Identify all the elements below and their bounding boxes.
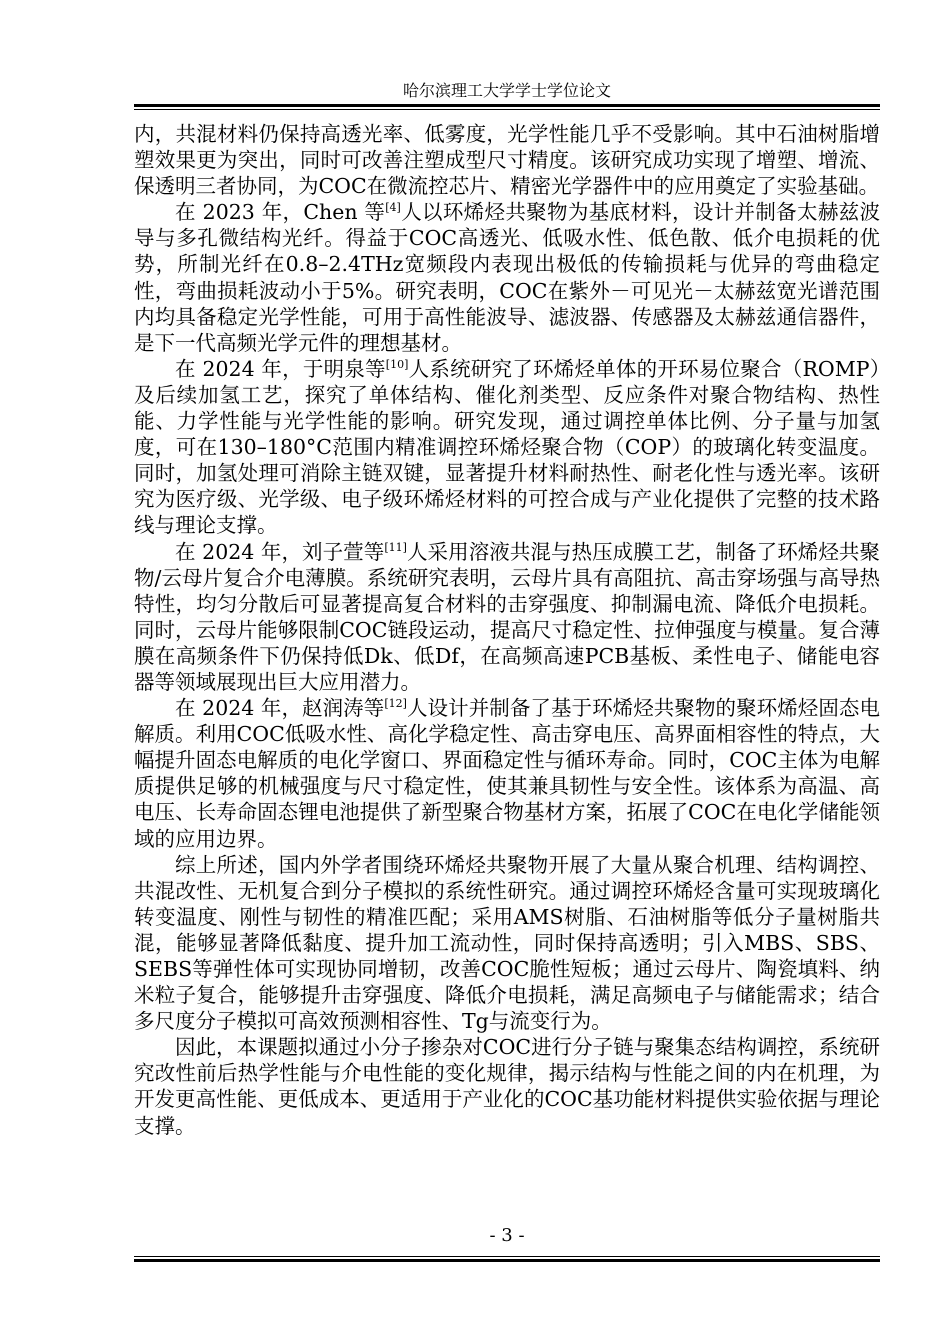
paragraph-lead: 在 2024 年，于明泉等 <box>175 356 386 381</box>
paragraph-body: 人设计并制备了基于环烯烃共聚物的聚环烯烃固态电解质。利用COC低吸水性、高化学稳定性、高击穿电压、高界面相容性的特点，大幅提升固态电解质的电化学窗口、界面稳定性与循环寿命。同时，COC主体为电解质提供足够的机械强度与尺寸稳定性，使其兼具韧性与安全性。该体系为高温、高电压、长寿命固态锂电池提供了新型聚合物基材方案，拓展了COC在电化学储能领域的应用边界。 <box>134 696 880 851</box>
page-header <box>134 78 880 104</box>
footer-rule-thick <box>134 1259 880 1262</box>
header-rule-thick <box>134 104 880 107</box>
footer-rule-thin <box>134 1256 880 1257</box>
paragraph-summary: 综上所述，国内外学者围绕环烯烃共聚物开展了大量从聚合机理、结构调控、共混改性、无机复合到分子模拟的系统性研究。通过调控环烯烃含量可实现玻璃化转变温度、刚性与韧性的精准匹配；采用AMS树脂、石油树脂等低分子量树脂共混，能够显著降低黏度、提升加工流动性，同时保持高透明；引入MBS、SBS、SEBS等弹性体可实现协同增韧，改善COC脆性短板；通过云母片、陶瓷填料、纳米粒子复合，能够提升击穿强度、降低介电损耗，满足高频电子与储能需求；结合多尺度分子模拟可高效预测相容性、Tg与流变行为。 <box>134 852 880 1034</box>
paragraph-continuation: 内，共混材料仍保持高透光率、低雾度，光学性能几乎不受影响。其中石油树脂增塑效果更为突出，同时可改善注塑成型尺寸精度。该研究成功实现了增塑、增流、保透明三者协同，为COC在微流控芯片、精密光学器件中的应用奠定了实验基础。 <box>134 122 880 199</box>
body-text <box>134 121 880 1139</box>
paragraph-chen-2023 <box>134 199 880 356</box>
paragraph-body: 人系统研究了环烯烃单体的开环易位聚合（ROMP）及后续加氢工艺，探究了单体结构、催化剂类型、反应条件对聚合物结构、热性能、力学性能与光学性能的影响。研究发现，通过调控单体比例、分子量与加氢度，可在130–180°C范围内精准调控环烯烃聚合物（COP）的玻璃化转变温度。同时，加氢处理可消除主链双键，显著提升材料耐热性、耐老化性与透光率。该研究为医疗级、光学级、电子级环烯烃材料的可控合成与产业化提供了完整的技术路线与理论支撑。 <box>134 356 880 538</box>
header-rule-thin <box>134 109 880 110</box>
paragraph-yu-2024 <box>134 356 880 539</box>
header-title: 哈尔滨理工大学学士学位论文 <box>402 81 611 100</box>
citation-ref: [11] <box>384 540 407 554</box>
paragraph-conclusion: 因此，本课题拟通过小分子掺杂对COC进行分子链与聚集态结构调控，系统研究改性前后热学性能与介电性能的变化规律，揭示结构与性能之间的内在机理，为开发更高性能、更低成本、更适用于产业化的COC基功能材料提供实验依据与理论支撑。 <box>134 1035 880 1138</box>
paragraph-body: 人以环烯烃共聚物为基底材料，设计并制备太赫兹波导与多孔微结构光纤。得益于COC高透光、低吸水性、低色散、低介电损耗的优势，所制光纤在0.8–2.4THz宽频段内表现出极低的传输损耗与优异的弯曲稳定性，弯曲损耗波动小于5%。研究表明，COC在紫外－可见光－太赫兹宽光谱范围内均具备稳定光学性能，可用于高性能波导、滤波器、传感器及太赫兹通信器件，是下一代高频光学元件的理想基材。 <box>134 200 880 355</box>
page-number: - 3 - <box>489 1225 525 1246</box>
paragraph-lead: 在 2024 年，刘子萱等 <box>175 539 385 564</box>
citation-ref: [10] <box>385 357 409 371</box>
paragraph-liu-2024 <box>134 539 880 696</box>
paragraph-body: 人采用溶液共混与热压成膜工艺，制备了环烯烃共聚物/云母片复合介电薄膜。系统研究表明，云母片具有高阻抗、高击穿场强与高导热特性，均匀分散后可显著提高复合材料的击穿强度、抑制漏电流、降低介电损耗。同时，云母片能够限制COC链段运动，提高尺寸稳定性、拉伸强度与模量。复合薄膜在高频条件下仍保持低Dk、低Df，在高频高速PCB基板、柔性电子、储能电容器等领域展现出巨大应用潜力。 <box>134 539 880 694</box>
citation-ref: [12] <box>384 697 407 711</box>
citation-ref: [4] <box>385 201 401 215</box>
paragraph-lead: 在 2024 年，赵润涛等 <box>175 696 385 721</box>
paragraph-lead: 在 2023 年，Chen 等 <box>175 200 386 225</box>
paragraph-zhao-2024 <box>134 695 880 852</box>
